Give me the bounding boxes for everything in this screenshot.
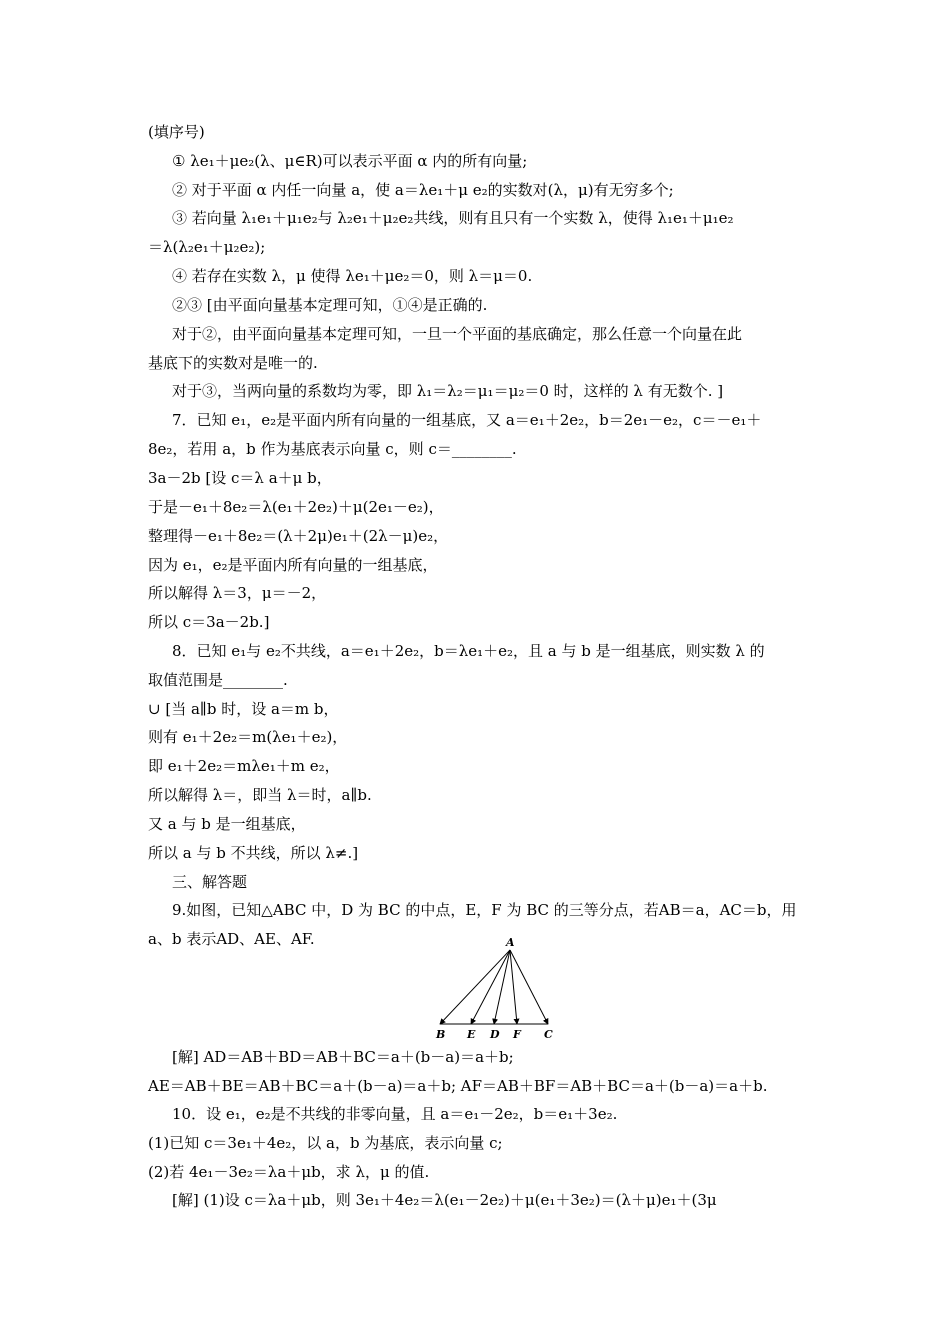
text-line: 对于②，由平面向量基本定理可知，一旦一个平面的基底确定，那么任意一个向量在此 <box>172 325 743 343</box>
text-line: 所以 a 与 b 不共线，所以 λ≠.] <box>148 844 359 862</box>
text-line: 则有 e₁＋2e₂＝m(λe₁＋e₂)， <box>148 728 348 746</box>
section-heading: 三、解答题 <box>172 873 248 891</box>
text-line: ④ 若存在实数 λ，μ 使得 λe₁＋μe₂＝0，则 λ＝μ＝0. <box>172 267 533 285</box>
text-line: ③ 若向量 λ₁e₁＋μ₁e₂与 λ₂e₁＋μ₂e₂共线，则有且只有一个实数 λ，使得 λ₁e₁＋μ₁e₂ <box>172 209 734 227</box>
text-line: (2)若 4e₁－3e₂＝λa＋μb，求 λ，μ 的值. <box>148 1163 430 1181</box>
vertex-label: F <box>513 1028 521 1041</box>
text-line: 即 e₁＋2e₂＝mλe₁＋m e₂， <box>148 757 340 775</box>
text-line: [解] AD＝AB＋BD＝AB＋BC＝a＋(b－a)＝a＋b; <box>172 1048 514 1066</box>
text-line: (填序号) <box>148 123 205 141</box>
text-line: 于是－e₁＋8e₂＝λ(e₁＋2e₂)＋μ(2e₁－e₂)， <box>148 498 444 516</box>
text-line: 因为 e₁，e₂是平面内所有向量的一组基底， <box>148 556 438 574</box>
text-line: 3a－2b [设 c＝λ a＋μ b， <box>148 469 332 487</box>
text-line: ②③ [由平面向量基本定理可知，①④是正确的. <box>172 296 488 314</box>
text-line: [解] (1)设 c＝λa＋μb，则 3e₁＋4e₂＝λ(e₁－2e₂)＋μ(e₁＋3e₂)＝(λ＋μ)e₁＋(3μ <box>172 1191 717 1209</box>
text-line: 所以解得 λ＝，即当 λ＝时，a∥b. <box>148 786 372 804</box>
text-line: ② 对于平面 α 内任一向量 a，使 a＝λe₁＋μ e₂的实数对(λ，μ)有无穷多个; <box>172 181 674 199</box>
vertex-label: D <box>490 1028 500 1041</box>
triangle-figure <box>420 934 570 1046</box>
text-line: 7．已知 e₁，e₂是平面内所有向量的一组基底，又 a＝e₁＋2e₂，b＝2e₁－e₂，c＝－e₁＋ <box>172 411 762 429</box>
text-line: 8．已知 e₁与 e₂不共线，a＝e₁＋2e₂，b＝λe₁＋e₂，且 a 与 b 是一组基底，则实数 λ 的 <box>172 642 765 660</box>
text-line: 取值范围是________. <box>148 671 288 689</box>
text-line: a、b 表示AD、AE、AF. <box>148 930 315 948</box>
vertex-label: A <box>506 936 515 949</box>
text-line: 8e₂，若用 a，b 作为基底表示向量 c，则 c＝________. <box>148 440 517 458</box>
vertex-label: B <box>436 1028 446 1041</box>
text-line: (1)已知 c＝3e₁＋4e₂，以 a，b 为基底，表示向量 c; <box>148 1134 503 1152</box>
text-line: ① λe₁＋μe₂(λ、μ∈R)可以表示平面 α 内的所有向量; <box>172 152 528 170</box>
text-line: 整理得－e₁＋8e₂＝(λ＋2μ)e₁＋(2λ－μ)e₂， <box>148 527 449 545</box>
text-line: 9.如图，已知△ABC 中，D 为 BC 的中点，E，F 为 BC 的三等分点，若AB＝a，AC＝b，用 <box>172 901 797 919</box>
vertex-label: C <box>544 1028 553 1041</box>
text-line: 所以解得 λ＝3，μ＝－2， <box>148 584 327 602</box>
text-line: 又 a 与 b 是一组基底， <box>148 815 306 833</box>
text-line: ∪ [当 a∥b 时，设 a＝m b， <box>148 700 339 718</box>
text-line: 对于③，当两向量的系数均为零，即 λ₁＝λ₂＝μ₁＝μ₂＝0 时，这样的 λ 有无数个. ] <box>172 382 724 400</box>
text-line: 基底下的实数对是唯一的. <box>148 354 318 372</box>
text-line: 所以 c＝3a－2b.] <box>148 613 270 631</box>
text-line: ＝λ(λ₂e₁＋μ₂e₂); <box>148 238 266 256</box>
text-line: 10．设 e₁，e₂是不共线的非零向量，且 a＝e₁－2e₂，b＝e₁＋3e₂. <box>172 1105 618 1123</box>
text-line: AE＝AB＋BE＝AB＋BC＝a＋(b－a)＝a＋b; AF＝AB＋BF＝AB＋BC＝a＋(b－a)＝a＋b. <box>148 1077 768 1095</box>
vertex-label: E <box>467 1028 476 1041</box>
